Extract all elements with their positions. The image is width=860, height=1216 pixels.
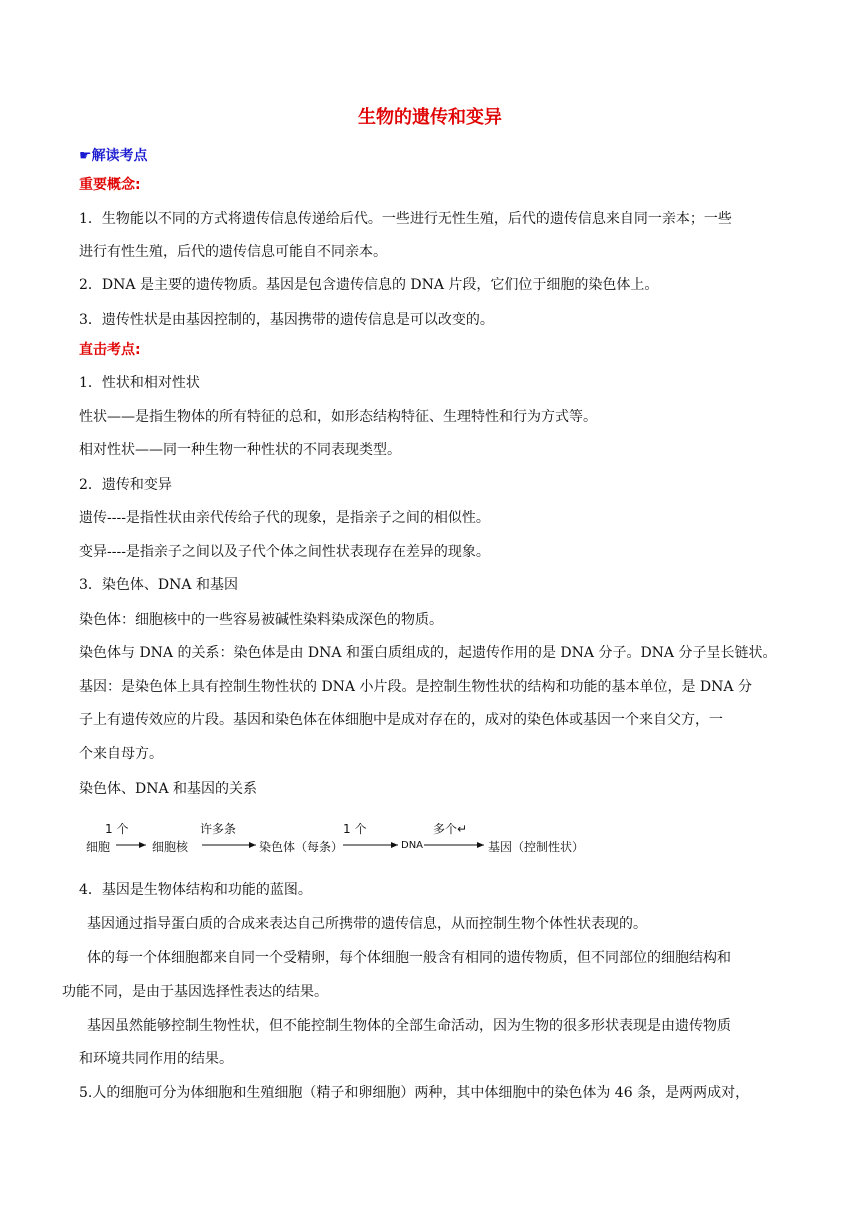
text-line: 2．遗传和变异: [79, 477, 172, 493]
section-header: [79, 145, 148, 165]
text-line: 体的每一个体细胞都来自同一个受精卵，每个体细胞一般含有相同的遗传物质，但不同部位的细胞结构和: [87, 950, 731, 966]
text-line: 个来自母方。: [79, 746, 163, 762]
text-line: 性状——是指生物体的所有特征的总和，如形态结构特征、生理特性和行为方式等。: [79, 409, 597, 425]
diagram-node: 基因（控制性状）: [488, 840, 585, 854]
diagram-node: 细胞核: [152, 840, 189, 854]
text-line: 1．性状和相对性状: [79, 375, 200, 391]
text-line: 4．基因是生物体结构和功能的蓝图。: [79, 882, 312, 898]
key-points-heading: 直击考点:: [79, 342, 141, 358]
text-line: 功能不同，是由于基因选择性表达的结果。: [62, 984, 328, 1000]
section-label: 解读考点: [91, 148, 148, 164]
diagram-node: DNA: [401, 840, 424, 851]
pointing-hand-icon: ☛: [79, 148, 92, 164]
text-line: 2．DNA 是主要的遗传物质。基因是包含遗传信息的 DNA 片段，它们位于细胞的染色体上。: [79, 277, 659, 293]
arrow-label: 多个↵: [433, 822, 468, 836]
text-line: 1．生物能以不同的方式将遗传信息传递给后代。一些进行无性生殖，后代的遗传信息来自同一亲本；一些: [79, 211, 732, 227]
arrow-label: 1 个: [105, 822, 129, 836]
text-line: 基因：是染色体上具有控制生物性状的 DNA 小片段。是控制生物性状的结构和功能的基本单位，是 DNA 分: [79, 679, 752, 695]
arrow-label: 许多条: [200, 822, 237, 836]
page-title: 生物的遗传和变异: [358, 107, 502, 128]
arrow-label: 1 个: [343, 822, 367, 836]
text-line: 染色体：细胞核中的一些容易被碱性染料染成深色的物质。: [79, 612, 443, 628]
text-line: 5.人的细胞可分为体细胞和生殖细胞（精子和卵细胞）两种，其中体细胞中的染色体为 46 条，是两两成对，: [79, 1085, 750, 1101]
text-line: 和环境共同作用的结果。: [79, 1051, 233, 1067]
text-line: 基因通过指导蛋白质的合成来表达自己所携带的遗传信息，从而控制生物个体性状表现的。: [87, 916, 647, 932]
text-line: 染色体、DNA 和基因的关系: [79, 781, 258, 797]
text-line: 基因虽然能够控制生物性状，但不能控制生物体的全部生命活动，因为生物的很多形状表现是由遗传物质: [87, 1018, 731, 1034]
diagram-node: 染色体（每条）: [259, 840, 344, 854]
text-line: 染色体与 DNA 的关系：染色体是由 DNA 和蛋白质组成的，起遗传作用的是 DNA 分子。DNA 分子呈长链状。: [79, 645, 777, 661]
text-line: 相对性状——同一种生物一种性状的不同表现类型。: [79, 442, 401, 458]
text-line: 3．遗传性状是由基因控制的，基因携带的遗传信息是可以改变的。: [79, 312, 494, 328]
text-line: 子上有遗传效应的片段。基因和染色体在体细胞中是成对存在的，成对的染色体或基因一个来自父方，一: [79, 712, 723, 728]
text-line: 遗传----是指性状由亲代传给子代的现象，是指亲子之间的相似性。: [79, 510, 490, 526]
text-line: 进行有性生殖，后代的遗传信息可能自不同亲本。: [79, 244, 387, 260]
text-line: 变异----是指亲子之间以及子代个体之间性状表现存在差异的现象。: [79, 544, 490, 560]
relationship-diagram: [86, 812, 606, 862]
diagram-node: 细胞: [86, 840, 111, 854]
important-concepts-heading: 重要概念:: [79, 177, 141, 193]
text-line: 3．染色体、DNA 和基因: [79, 577, 238, 593]
